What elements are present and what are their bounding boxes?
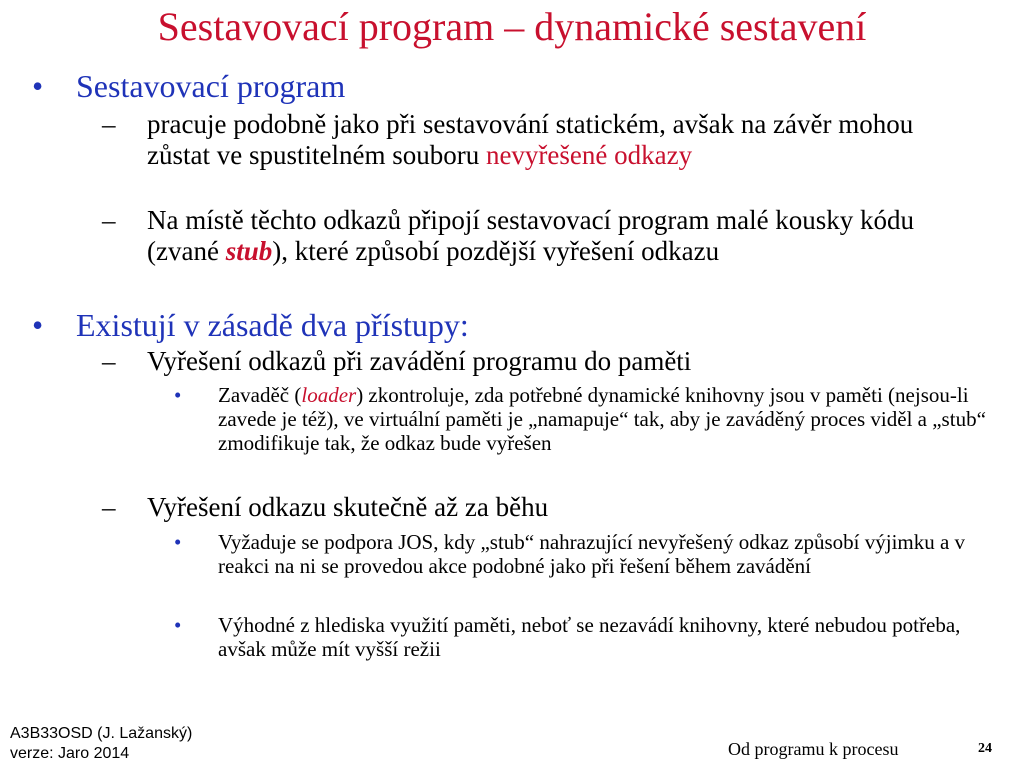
footer-course: A3B33OSD (J. Lažanský) [10, 725, 193, 742]
emphasis-stub: stub [225, 236, 273, 266]
subbullet-text: Na místě těchto odkazů připojí sestavovací program malé kousky kódu (zvané stub), které způsobí pozdější vyřešení odkazu [147, 205, 915, 266]
item-vyhodne [174, 613, 1004, 661]
bullet-sestavovaci-program [32, 68, 345, 104]
subbullet-text: Vyřešení odkazů při zavádění programu do paměti [147, 346, 692, 376]
subbullet-na-miste [102, 205, 962, 267]
bullet-glyph: • [32, 307, 44, 343]
item-text: Výhodné z hlediska využití paměti, neboť se nezavádí knihovny, které nebudou potřeba, avšak může mít vyšší režii [218, 613, 961, 661]
item-vyzaduje [174, 530, 1004, 578]
dash-glyph: – [102, 205, 116, 235]
item-zavadec [174, 383, 1004, 455]
dash-glyph: – [102, 346, 116, 376]
bullet-text: Sestavovací program [76, 68, 346, 104]
bullet-text: Existují v zásadě dva přístupy: [76, 307, 469, 343]
bullet-glyph: • [32, 68, 44, 104]
item-text: Vyžaduje se podpora JOS, kdy „stub“ nahrazující nevyřešený odkaz způsobí výjimku a v reakci na ni se provedou akce podobné jako při řešení během zavádění [218, 530, 966, 578]
subbullet-za-behu [102, 492, 962, 523]
bullet-glyph: • [174, 613, 182, 637]
footer-version: verze: Jaro 2014 [10, 745, 130, 762]
subbullet-text: Vyřešení odkazu skutečně až za běhu [147, 492, 549, 522]
dash-glyph: – [102, 492, 116, 522]
dash-glyph: – [102, 109, 116, 139]
bullet-glyph: • [174, 383, 182, 407]
bullet-existuji [32, 307, 469, 343]
slide-title: Sestavovací program – dynamické sestavení [157, 4, 867, 49]
emphasis-loader: loader [301, 383, 357, 407]
emphasis-nevyresene: nevyřešené odkazy [485, 140, 693, 170]
bullet-glyph: • [174, 530, 182, 554]
page-number: 24 [978, 741, 992, 756]
subbullet-pracuje [102, 109, 962, 171]
subbullet-pri-zavadeni [102, 346, 962, 377]
subbullet-text: pracuje podobně jako při sestavování statickém, avšak na závěr mohou zůstat ve spustitelném souboru nevyřešené odkazy [147, 109, 914, 170]
item-text: Zavaděč (loader) zkontroluje, zda potřebné dynamické knihovny jsou v paměti (nejsou-li zavede je též), ve virtuální paměti je „namapuje“ tak, aby je zaváděný proces viděl a „stub“ zmodifikuje tak, že odkaz bude vyřešen [218, 383, 986, 455]
footer-section: Od programu k procesu [728, 739, 899, 759]
footer-course-info [10, 724, 192, 764]
